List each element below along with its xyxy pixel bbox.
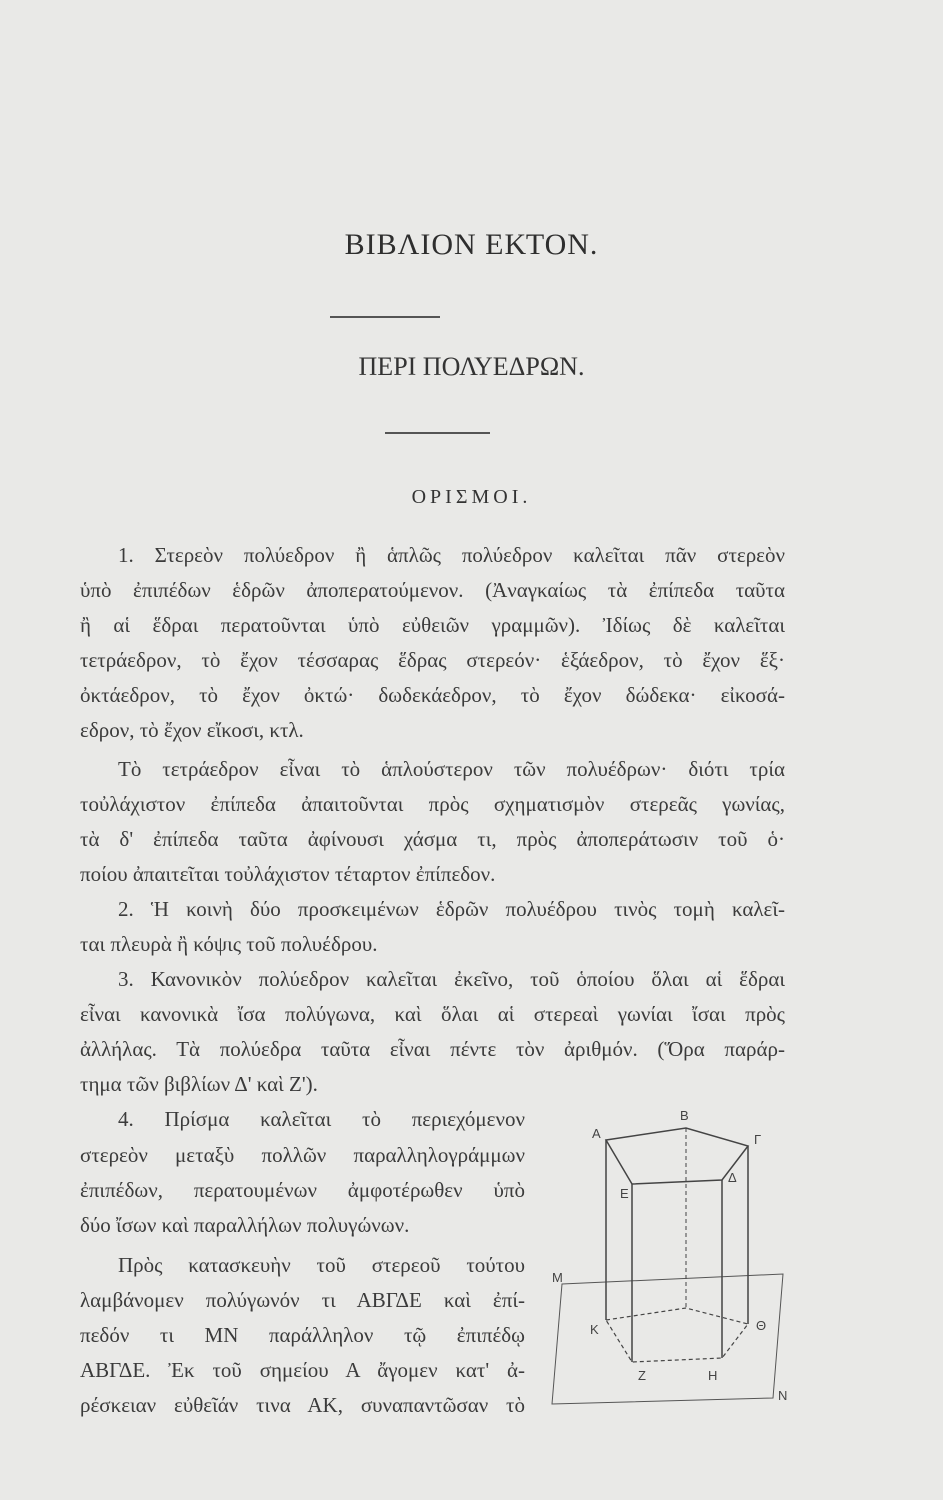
text-line: πεδόν τι ΜΝ παράλληλον τῷ ἐπιπέδῳ: [80, 1323, 525, 1347]
text-line: λαμβάνομεν πολύγωνόν τι ΑΒΓΔΕ καὶ ἐπί-: [80, 1288, 525, 1312]
text-line: 3. Κανονικὸν πολύεδρον καλεῖται ἐκεῖνο, τοῦ ὁποίου ὅλαι αἱ ἕδραι: [118, 967, 785, 991]
text-line: ὀκτάεδρον, τὸ ἔχον ὀκτώ· δωδεκάεδρον, τὸ ἔχον δώδεκα· εἰκοσά-: [80, 683, 785, 707]
text-line: στερεὸν μεταξὺ πολλῶν παραλληλογράμμων: [80, 1143, 525, 1167]
text-line: τετράεδρον, τὸ ἔχον τέσσαρας ἕδρας στερεόν· ἑξάεδρον, τὸ ἔχον ἕξ·: [80, 648, 785, 672]
label-d: Δ: [728, 1170, 737, 1185]
text-line: τὰ δ' ἐπίπεδα ταῦτα ἀφίνουσι χάσμα τι, πρὸς ἀποπεράτωσιν τοῦ ὁ·: [80, 827, 785, 851]
text-line: εδρον, τὸ ἔχον εἴκοσι, κτλ.: [80, 718, 304, 742]
text-line: ται πλευρὰ ἢ κόψις τοῦ πολυέδρου.: [80, 932, 378, 956]
section-title: ΟΡΙΣΜΟΙ.: [411, 486, 532, 508]
top-polygon: [606, 1128, 748, 1184]
label-a: Α: [592, 1126, 601, 1141]
label-th: Θ: [756, 1318, 767, 1333]
label-z: Ζ: [638, 1368, 646, 1383]
title-divider: [330, 316, 440, 318]
label-k: Κ: [590, 1322, 599, 1337]
book-title: ΒΙΒΛΙΟΝ ΕΚΤΟΝ.: [344, 228, 599, 261]
label-g: Γ: [754, 1132, 762, 1147]
text-line: 1. Στερεὸν πολύεδρον ἢ ἁπλῶς πολύεδρον καλεῖται πᾶν στερεὸν: [118, 543, 785, 567]
text-line: ΑΒΓΔΕ. Ἐκ τοῦ σημείου Α ἄγομεν κατ' ἀ-: [80, 1358, 525, 1382]
text-line: τοὐλάχιστον ἐπίπεδα ἀπαιτοῦνται πρὸς σχηματισμὸν στερεᾶς γωνίας,: [80, 792, 785, 816]
part-title: ΠΕΡΙ ΠΟΛΥΕΔΡΩΝ.: [358, 352, 585, 381]
text-line: ἢ αἱ ἕδραι περατοῦνται ὑπὸ εὐθειῶν γραμμῶν). Ἰδίως δὲ καλεῖται: [80, 613, 785, 637]
text-line: ἐπιπέδων, περατουμένων ἀμφοτέρωθεν ὑπὸ: [80, 1178, 525, 1202]
label-e: Ε: [620, 1186, 629, 1201]
prism-figure: [548, 1098, 793, 1408]
text-line: ἀλλήλας. Τὰ πολύεδρα ταῦτα εἶναι πέντε τὸν ἀριθμόν. (Ὅρα παράρ-: [80, 1037, 785, 1061]
label-m: Μ: [552, 1270, 563, 1285]
text-line: 4. Πρίσμα καλεῖται τὸ περιεχόμενον: [118, 1107, 525, 1131]
section-divider: [385, 432, 490, 434]
text-line: εἶναι κανονικὰ ἴσα πολύγωνα, καὶ ὅλαι αἱ στερεαὶ γωνίαι ἴσαι πρὸς: [80, 1002, 785, 1026]
prism-diagram: [548, 1098, 793, 1408]
text-line: ὑπὸ ἐπιπέδων ἑδρῶν ἀποπερατούμενον. (Ἀναγκαίως τὰ ἐπίπεδα ταῦτα: [80, 578, 785, 602]
text-line: ποίου ἀπαιτεῖται τοὐλάχιστον τέταρτον ἐπίπεδον.: [80, 862, 496, 886]
label-h: Η: [708, 1368, 718, 1383]
label-n: Ν: [778, 1388, 788, 1403]
text-line: τημα τῶν βιβλίων Δ' καὶ Ζ').: [80, 1072, 318, 1096]
bottom-polygon: [606, 1308, 748, 1362]
text-line: ρέσκειαν εὐθεῖάν τινα ΑΚ, συναπαντῶσαν τὸ: [80, 1393, 525, 1417]
text-line: Τὸ τετράεδρον εἶναι τὸ ἁπλούστερον τῶν πολυέδρων· διότι τρία: [118, 757, 785, 781]
label-b: Β: [680, 1108, 689, 1123]
text-line: Πρὸς κατασκευὴν τοῦ στερεοῦ τούτου: [118, 1253, 525, 1277]
text-line: δύο ἴσων καὶ παραλλήλων πολυγώνων.: [80, 1213, 410, 1237]
text-line: 2. Ἡ κοινὴ δύο προσκειμένων ἑδρῶν πολυέδρου τινὸς τομὴ καλεῖ-: [118, 897, 785, 921]
